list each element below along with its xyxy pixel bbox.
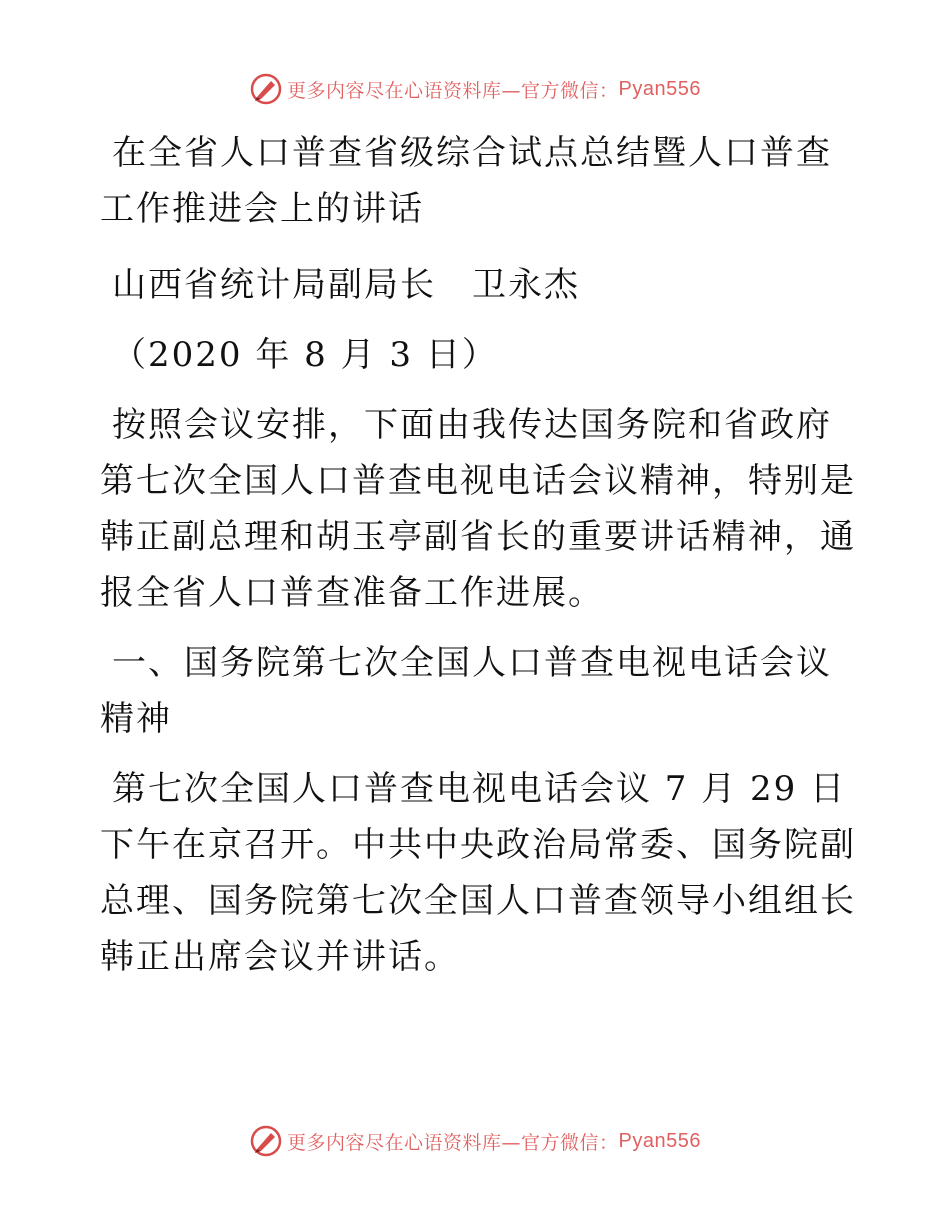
watermark-text: 更多内容尽在心语资料库—官方微信：	[287, 1131, 619, 1154]
date-line: （2020 年 8 月 3 日）	[112, 335, 498, 375]
speaker-line: 山西省统计局副局长 卫永杰	[112, 265, 580, 305]
section-heading-1: 一、国务院第七次全国人口普查电视电话会议精神	[100, 643, 832, 739]
watermark-wechat-id: Pyan556	[618, 77, 701, 100]
footer-watermark	[0, 1124, 950, 1158]
pen-logo-icon	[249, 72, 283, 106]
header-watermark	[0, 72, 950, 106]
paragraph-2: 第七次全国人口普查电视电话会议 7 月 29 日下午在京召开。中共中央政治局常委、国务院副总理、国务院第七次全国人口普查领导小组组长韩正出席会议并讲话。	[100, 769, 856, 977]
watermark-wechat-id: Pyan556	[618, 1129, 701, 1152]
document-body	[100, 125, 860, 985]
pen-logo-icon	[249, 1124, 283, 1158]
paragraph-1: 按照会议安排，下面由我传达国务院和省政府第七次全国人口普查电视电话会议精神，特别是韩正副总理和胡玉亭副省长的重要讲话精神，通报全省人口普查准备工作进展。	[100, 405, 856, 613]
watermark-text: 更多内容尽在心语资料库—官方微信：	[287, 79, 619, 102]
document-title: 在全省人口普查省级综合试点总结暨人口普查工作推进会上的讲话	[100, 133, 832, 229]
